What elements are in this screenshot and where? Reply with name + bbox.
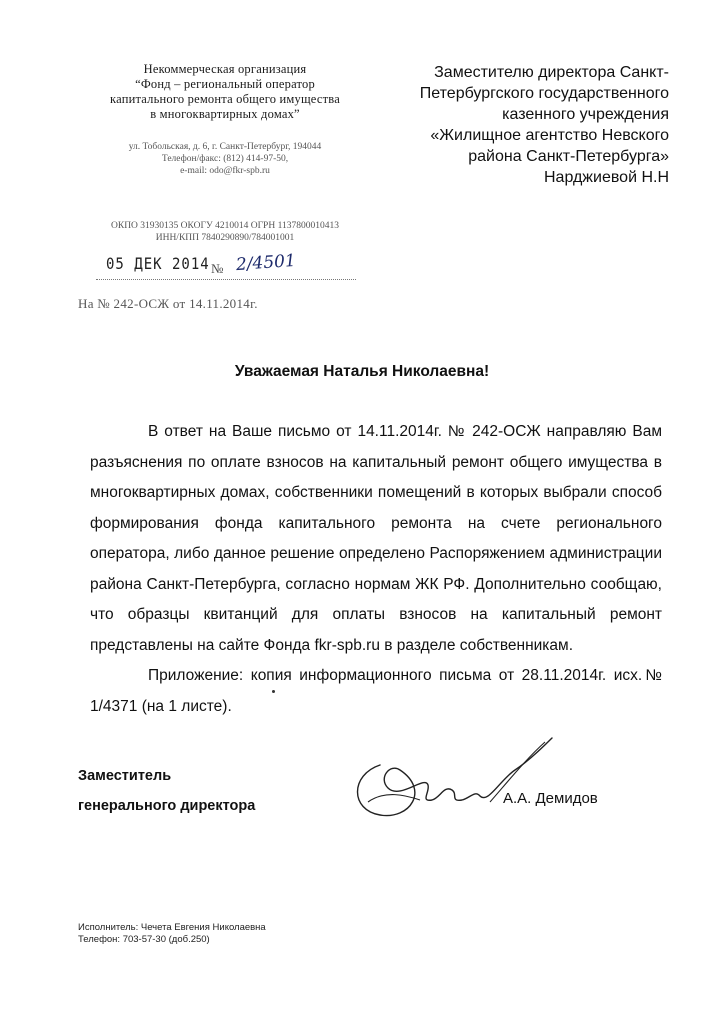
signatory-title-line-1: Заместитель	[78, 768, 172, 784]
signatory-title-line-2: генерального директора	[78, 798, 256, 814]
addressee-line-5: района Санкт-Петербурга»	[468, 148, 669, 165]
letterhead	[80, 62, 370, 177]
addressee-block	[369, 62, 669, 188]
body-paragraph-1: В ответ на Ваше письмо от 14.11.2014г. № 242-ОСЖ направляю Вам разъяснения по оплате взносов на капитальный ремонт общего имущества в многоквартирных домах, собственники помещений в которых выбрали способ формирования фонда капитального ремонта на счете регионального оператора, либо данное решение определено Распоряжением администрации района Санкт-Петербурга, согласно нормам ЖК РФ. Дополнительно сообщаю, что образцы квитанций для оплаты взносов на капитальный ремонт представлены на сайте Фонда fkr-spb.ru в разделе собственникам.	[90, 423, 662, 654]
scan-speck	[272, 690, 275, 693]
number-sign: №	[211, 261, 224, 276]
signatory-name: А.А. Демидов	[503, 790, 598, 807]
outgoing-number: 2/4501	[235, 250, 297, 276]
greeting: Уважаемая Наталья Николаевна!	[234, 363, 490, 380]
org-name-line-4: в многоквартирных домах”	[150, 107, 300, 121]
org-name-line-2: “Фонд – региональный оператор	[135, 77, 315, 91]
addressee-line-4: «Жилищное агентство Невского	[430, 127, 669, 144]
reference-line: На № 242-ОСЖ от 14.11.2014г.	[78, 296, 258, 311]
org-email: e-mail: odo@fkr-spb.ru	[180, 166, 270, 176]
org-codes	[90, 220, 360, 244]
body-paragraph-2: Приложение: копия информационного письма от 28.11.2014г. исх.№ 1/4371 (на 1 листе).	[90, 667, 662, 715]
addressee-line-6: Нарджиевой Н.Н	[543, 169, 669, 186]
addressee-line-2: Петербургского государственного	[419, 85, 669, 102]
org-codes-line-2: ИНН/КПП 7840290890/784001001	[155, 233, 295, 243]
signatory-title	[78, 761, 255, 821]
handwritten-signature	[340, 730, 570, 830]
org-address: ул. Тобольская, д. 6, г. Санкт-Петербург, 194044	[128, 142, 322, 152]
org-phone: Телефон/факс: (812) 414-97-50,	[161, 154, 289, 164]
letter-body	[90, 417, 662, 722]
executor-info	[78, 922, 266, 946]
executor-phone: Телефон: 703-57-30 (доб.250)	[78, 934, 210, 945]
date-stamp: 05 ДЕК 2014	[106, 255, 210, 274]
addressee-line-1: Заместителю директора Санкт-	[434, 64, 669, 81]
registration-row	[96, 250, 356, 281]
org-name-line-1: Некоммерческая организация	[143, 62, 307, 76]
executor-name: Исполнитель: Чечета Евгения Николаевна	[78, 922, 266, 933]
org-name-line-3: капитального ремонта общего имущества	[110, 92, 340, 106]
org-codes-line-1: ОКПО 31930135 ОКОГУ 4210014 ОГРН 1137800010413	[111, 221, 339, 231]
addressee-line-3: казенного учреждения	[502, 106, 669, 123]
registration-underline	[96, 279, 356, 280]
